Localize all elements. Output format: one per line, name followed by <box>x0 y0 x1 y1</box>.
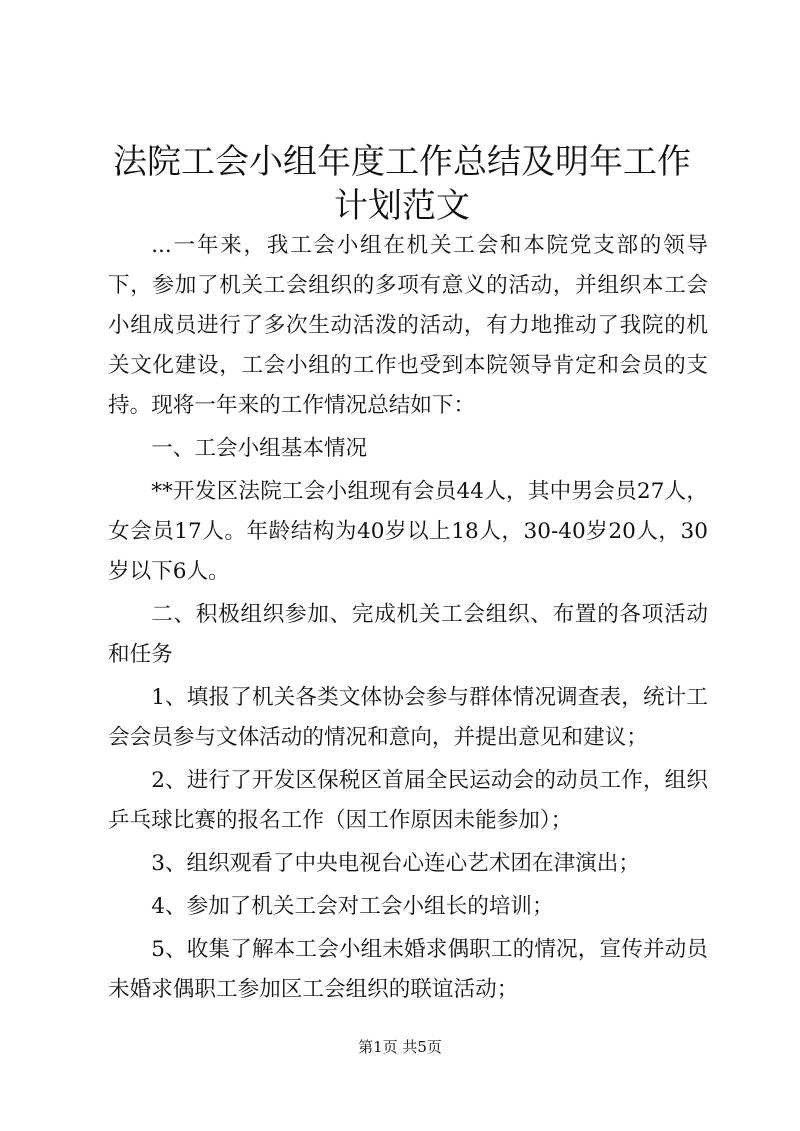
page-number-footer: 第1页 共5页 <box>358 1038 442 1056</box>
list-item-5: 5、收集了解本工会小组未婚求偶职工的情况，宣传并动员未婚求偶职工参加区工会组织的联谊活动； <box>108 937 708 1002</box>
list-item-3: 3、组织观看了中央电视台心连心艺术团在津演出； <box>151 851 640 876</box>
paragraph-intro: ...一年来，我工会小组在机关工会和本院党支部的领导下，参加了机关工会组织的多项有意义的活动，并组织本工会小组成员进行了多次生动活泼的活动，有力地推动了我院的机关文化建设，工会小组的工作也受到本院领导肯定和会员的支持。现将一年来的工作情况总结如下： <box>108 233 708 418</box>
section-heading-2: 二、积极组织参加、完成机关工会组织、布置的各项活动和任务 <box>108 602 708 667</box>
document-title: 法院工会小组年度工作总结及明年工作计划范文 <box>113 142 691 226</box>
document-body <box>108 226 708 1010</box>
section-heading-1: 一、工会小组基本情况 <box>151 436 368 461</box>
list-item-4: 4、参加了机关工会对工会小组长的培训； <box>151 894 554 919</box>
paragraph-member-stats: **开发区法院工会小组现有会员44人，其中男会员27人，女会员17人。年龄结构为40岁以上18人，30-40岁20人，30岁以下6人。 <box>108 479 708 584</box>
list-item-2: 2、进行了开发区保税区首届全民运动会的动员工作，组织乒乓球比赛的报名工作（因工作原因未能参加）； <box>108 768 708 833</box>
list-item-1: 1、填报了机关各类文体协会参与群体情况调查表，统计工会会员参与文体活动的情况和意向，并提出意见和建议； <box>108 685 708 750</box>
